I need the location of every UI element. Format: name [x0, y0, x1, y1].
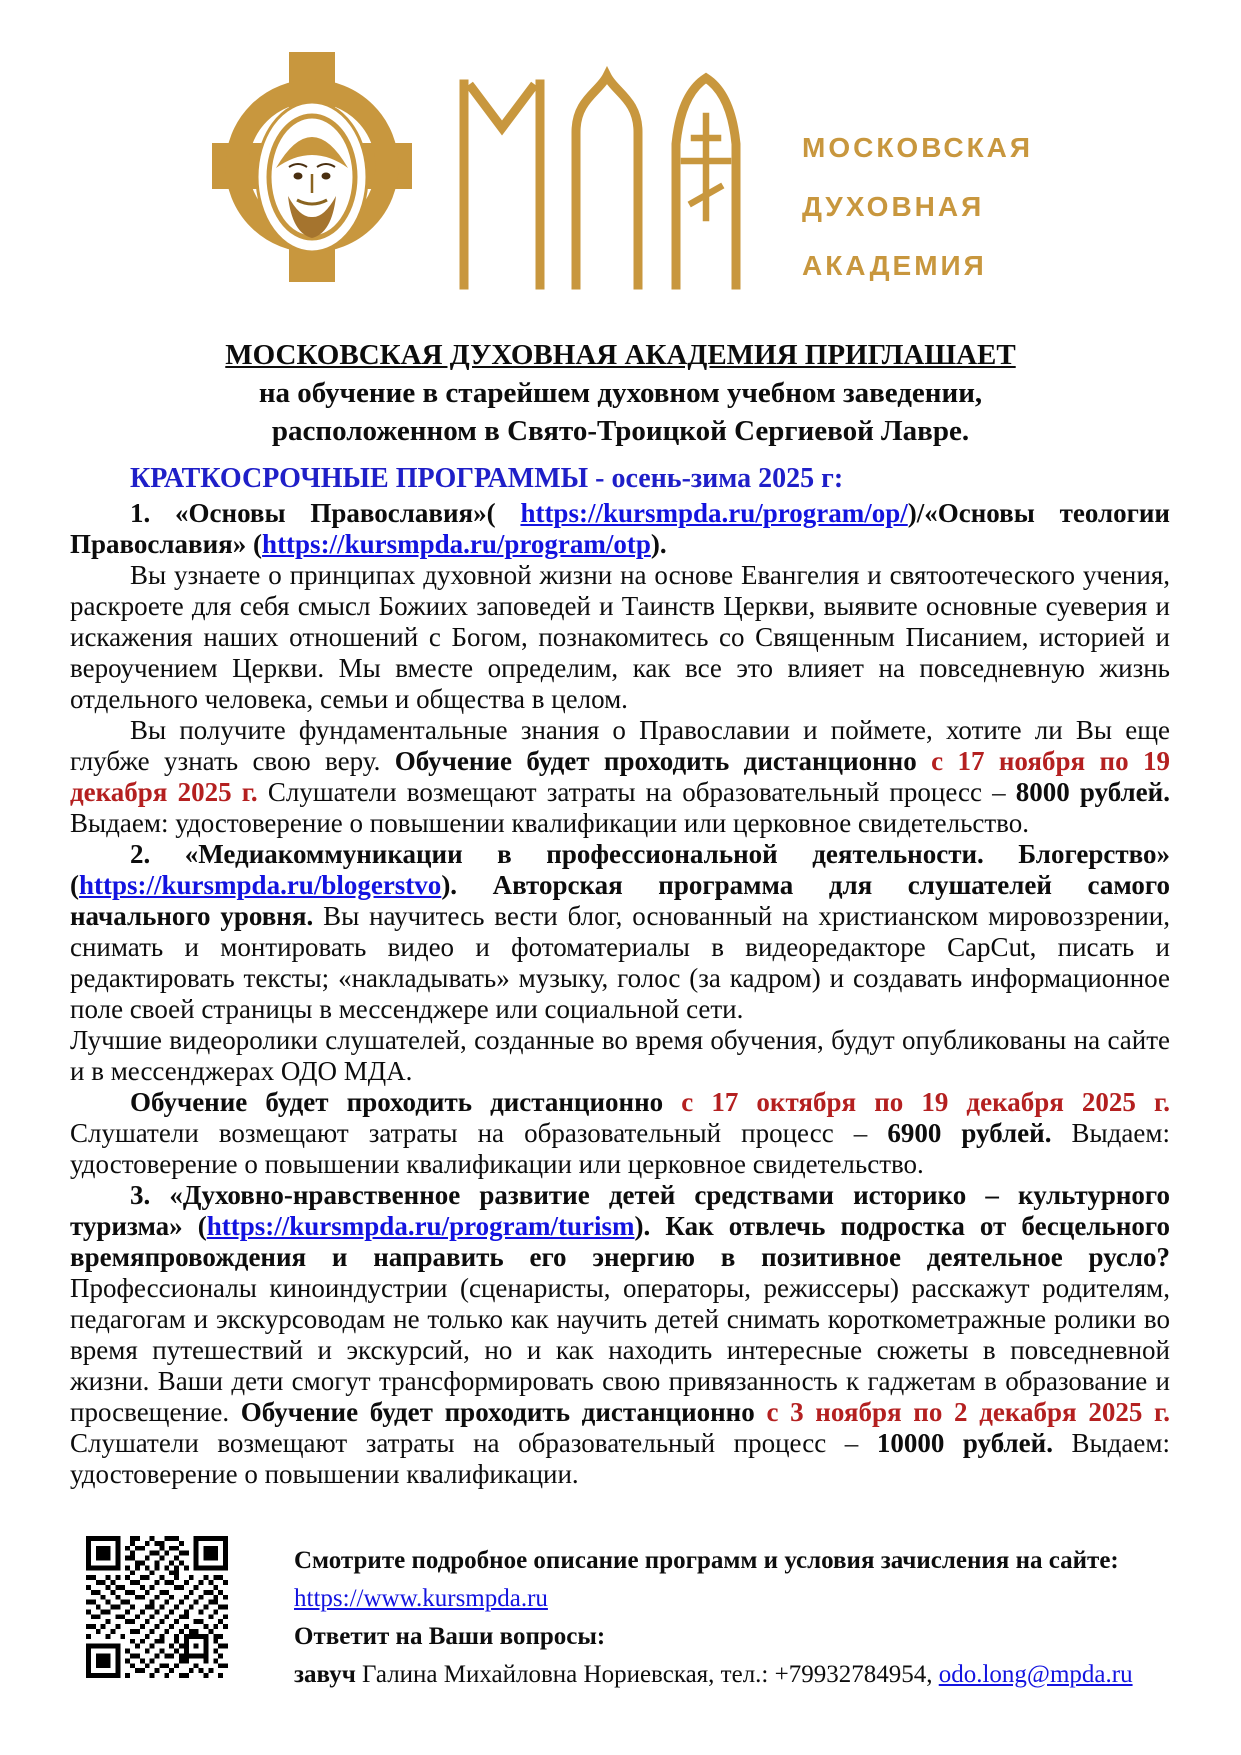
body-paragraph: [70, 560, 1170, 715]
text-span: Слушатели возмещают затраты на образовательный процесс –: [70, 1428, 877, 1458]
text-span: 6900 рублей.: [887, 1118, 1052, 1148]
academy-emblem-icon: [212, 46, 412, 286]
inline-link[interactable]: https://kursmpda.ru/program/otp: [262, 529, 651, 559]
text-span: Выдаем: удостоверение о повышении квалификации или церковное свидетельство.: [70, 1118, 1170, 1179]
footer-line: [294, 1542, 1133, 1580]
text-span: ). Авторская программа для слушателей самого начального уровня.: [70, 870, 1170, 931]
text-span: ).: [650, 529, 667, 559]
text-span: Обучение будет проходить дистанционно: [240, 1397, 767, 1427]
text-span: Профессионалы киноиндустрии (сценаристы, операторы, режиссеры) расскажут родителям, педагогам и экскурсоводам не только как научить детей снимать короткометражные ролики во время путешествий и экскурсий, но и как находить интересные сюжеты в повседневной жизни. Ваши дети смогут трансформировать свою привязанность к гаджетам в образование и просвещение.: [70, 1273, 1170, 1427]
text-span: )/«Основы теологии Православия» (: [70, 498, 1170, 559]
body-paragraph: [70, 1087, 1170, 1180]
text-span: завуч: [294, 1661, 356, 1688]
footer-line: [294, 1656, 1133, 1694]
text-span: Вы научитесь вести блог, основанный на христианском мировоззрении, снимать и монтировать видео и фотоматериалы в видеоредакторе CapCut, писать и редактировать тексты; «накладывать» музыку, голос (за кадром) и создавать информационное поле своей страницы в мессенджере или социальной сети.: [70, 901, 1171, 1024]
content: [70, 498, 1170, 1490]
title-line-2: на обучение в старейшем духовном учебном заведении,: [258, 377, 983, 409]
body-paragraph: [70, 1180, 1170, 1490]
text-span: Слушатели возмещают затраты на образовательный процесс –: [257, 777, 1016, 807]
text-span: Обучение будет проходить дистанционно: [394, 746, 932, 776]
footer-line: [294, 1618, 1133, 1656]
text-span: 8000 рублей.: [1015, 777, 1170, 807]
brand-line: АКАДЕМИЯ: [802, 250, 987, 281]
text-span: Вы получите фундаментальные знания о Православии и поймете, хотите ли Вы еще глубже узнать свою веру.: [70, 715, 1170, 776]
text-span: Выдаем: удостоверение о повышении квалификации или церковное свидетельство.: [70, 808, 1030, 838]
text-span: с 17 октября по 19 декабря 2025 г.: [681, 1087, 1170, 1117]
text-span: Вы узнаете о принципах духовной жизни на основе Евангелия и святоотеческого учения, раскроете для себя смысл Божиих заповедей и Таинств Церкви, выявите основные суеверия и искажения наших отношений с Богом, познакомитесь со Священным Писанием, историей и вероучением Церкви. Мы вместе определим, как все это влияет на повседневную жизнь отдельного человека, семьи и общества в целом.: [70, 560, 1170, 714]
body-paragraph: [70, 839, 1170, 1025]
text-span: Галина Михайловна Нориевская, тел.: +79932784954,: [355, 1661, 939, 1688]
text-span: ). Как отвлечь подростка от бесцельного времяпровождения и направить его энергию в позитивное деятельное русло?: [70, 1211, 1170, 1272]
body-paragraph: [70, 1025, 1170, 1087]
inline-link[interactable]: https://kursmpda.ru/blogerstvo: [79, 870, 442, 900]
text-span: Лучшие видеоролики слушателей, созданные во время обучения, будут опубликованы на сайте и в мессенджерах ОДО МДА.: [70, 1025, 1170, 1086]
qr-code-icon: [86, 1536, 228, 1678]
body-paragraph: [70, 715, 1170, 839]
footer-line: [294, 1580, 1133, 1618]
inline-link[interactable]: https://www.kursmpda.ru: [294, 1585, 548, 1612]
brand-line: ДУХОВНАЯ: [802, 191, 985, 222]
logo-header: [0, 0, 1241, 300]
programs-heading: КРАТКОСРОЧНЫЕ ПРОГРАММЫ - осень-зима 2025 г:: [130, 463, 844, 494]
mda-monogram-icon: [452, 66, 762, 290]
text-span: Выдаем: удостоверение о повышении квалификации.: [70, 1428, 1170, 1489]
text-span: с 17 ноября по 19 декабря 2025 г.: [70, 746, 1170, 807]
text-span: Обучение будет проходить дистанционно: [130, 1087, 682, 1117]
text-span: 3. «Духовно-нравственное развитие детей средствами историко – культурного туризма» (: [70, 1180, 1170, 1241]
footer-text: [294, 1536, 1133, 1694]
title-line-1: МОСКОВСКАЯ ДУХОВНАЯ АКАДЕМИЯ ПРИГЛАШАЕТ: [225, 339, 1016, 371]
brand-wordmark: [802, 118, 1033, 295]
text-span: Слушатели возмещают затраты на образовательный процесс –: [70, 1118, 888, 1148]
document-title: [0, 336, 1241, 450]
text-span: с 3 ноября по 2 декабря 2025 г.: [766, 1397, 1170, 1427]
inline-link[interactable]: odo.long@mpda.ru: [938, 1661, 1133, 1688]
text-span: Смотрите подробное описание программ и условия зачисления на сайте:: [294, 1547, 1119, 1574]
text-span: 10000 рублей.: [876, 1428, 1053, 1458]
brand-line: МОСКОВСКАЯ: [802, 132, 1034, 163]
inline-link[interactable]: https://kursmpda.ru/program/turism: [206, 1211, 635, 1241]
body-paragraph: [70, 498, 1170, 560]
footer: [86, 1536, 1171, 1694]
inline-link[interactable]: https://kursmpda.ru/program/op/: [520, 498, 908, 528]
title-line-3: расположенном в Свято-Троицкой Сергиевой Лавре.: [271, 415, 970, 447]
text-span: 1. «Основы Православия»(: [130, 498, 521, 528]
text-span: 2. «Медиакоммуникации в профессиональной деятельности. Блогерство» (: [70, 839, 1170, 900]
text-span: Ответит на Ваши вопросы:: [294, 1623, 606, 1650]
